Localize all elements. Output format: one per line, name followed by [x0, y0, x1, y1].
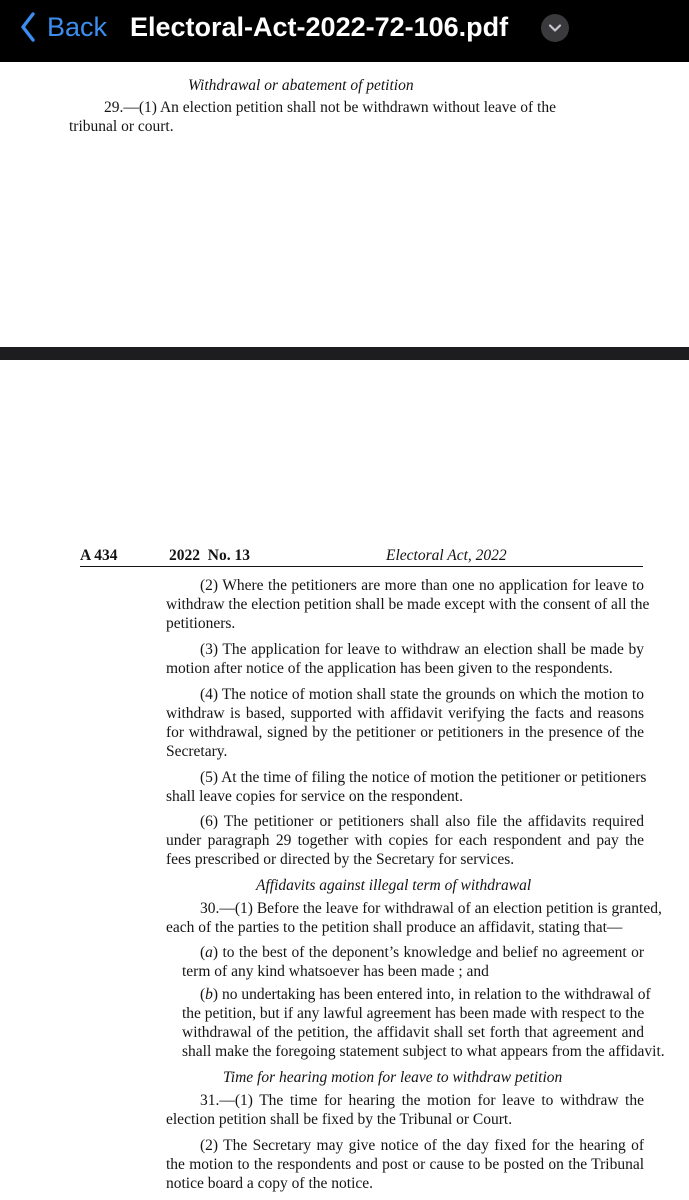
section-heading-30: Affidavits against illegal term of withdrawal [256, 877, 532, 894]
pdf-page-2[interactable] [0, 360, 689, 1200]
paragraph-2-line: petitioners. [166, 615, 236, 632]
section-heading-31: Time for hearing motion for leave to withdraw petition [223, 1069, 563, 1086]
header-rule [80, 566, 643, 567]
paragraph-31-1-line: 31.—(1) The time for hearing the motion for leave to withdraw the [200, 1092, 644, 1109]
act-title: Electoral Act, 2022 [386, 547, 507, 564]
paragraph-30-b-line: shall make the foregoing statement subject to what appears from the affidavit. [182, 1043, 665, 1060]
paragraph-30-b-line: withdrawal of the petition, the affidavit shall set forth that agreement and [182, 1024, 644, 1041]
document-title: Electoral-Act-2022-72-106.pdf [130, 12, 509, 42]
paragraph-30-b-line: the petition, but if any lawful agreement has been made with respect to the [182, 1005, 645, 1022]
chevron-down-icon [548, 23, 562, 33]
pdf-page-1[interactable] [0, 62, 689, 347]
back-button[interactable] [20, 10, 107, 44]
paragraph-31-2-line: notice board a copy of the notice. [166, 1175, 374, 1192]
act-year-number: 2022 No. 13 [169, 547, 250, 564]
paragraph-5-line: shall leave copies for service on the respondent. [166, 788, 463, 805]
chevron-left-icon [20, 12, 36, 42]
paragraph-3-line: (3) The application for leave to withdraw an election shall be made by [200, 641, 644, 658]
paragraph-30-1-line: each of the parties to the petition shall produce an affidavit, stating that— [166, 919, 623, 936]
paragraph-4-line: withdraw is based, supported with affidavit verifying the facts and reasons [166, 705, 644, 722]
paragraph-31-2-line: the motion to the respondents and post or cause to be posted on the Tribunal [166, 1156, 644, 1173]
paragraph-30-1-line: 30.—(1) Before the leave for withdrawal of an election petition is granted, [200, 900, 662, 917]
paragraph-31-1-line: election petition shall be fixed by the Tribunal or Court. [166, 1111, 513, 1128]
paragraph-30-b-line: (b) no undertaking has been entered into, in relation to the withdrawal of [200, 986, 651, 1003]
paragraph-29-1-line: tribunal or court. [69, 118, 174, 135]
paragraph-2-line: withdraw the election petition shall be made except with the consent of all the [166, 596, 650, 613]
paragraph-4-line: (4) The notice of motion shall state the grounds on which the motion to [200, 686, 644, 703]
page-separator [0, 347, 689, 360]
paragraph-6-line: under paragraph 29 together with copies for each respondent and pay the [166, 832, 644, 849]
section-heading-29: Withdrawal or abatement of petition [188, 77, 414, 94]
paragraph-30-a-line: (a) to the best of the deponent’s knowledge and belief no agreement or [200, 944, 644, 961]
running-head [80, 546, 643, 566]
paragraph-29-1-line: 29.—(1) An election petition shall not be withdrawn without leave of the [104, 99, 556, 116]
paragraph-4-line: Secretary. [166, 743, 228, 760]
paragraph-31-2-line: (2) The Secretary may give notice of the day fixed for the hearing of [200, 1137, 644, 1154]
page-number: A 434 [80, 547, 118, 564]
paragraph-3-line: motion after notice of the application has been given to the respondents. [166, 660, 613, 677]
paragraph-30-a-line: term of any kind whatsoever has been made ; and [182, 963, 489, 980]
paragraph-4-line: for withdrawal, signed by the petitioner or petitioners in the presence of the [166, 724, 644, 741]
paragraph-5-line: (5) At the time of filing the notice of motion the petitioner or petitioners [200, 769, 647, 786]
paragraph-6-line: fees prescribed or directed by the Secretary for services. [166, 851, 515, 868]
paragraph-6-line: (6) The petitioner or petitioners shall also file the affidavits required [200, 813, 644, 830]
back-label: Back [47, 11, 108, 42]
paragraph-2-line: (2) Where the petitioners are more than one no application for leave to [200, 577, 644, 594]
title-menu-button[interactable] [541, 14, 569, 42]
navigation-bar [0, 0, 689, 62]
